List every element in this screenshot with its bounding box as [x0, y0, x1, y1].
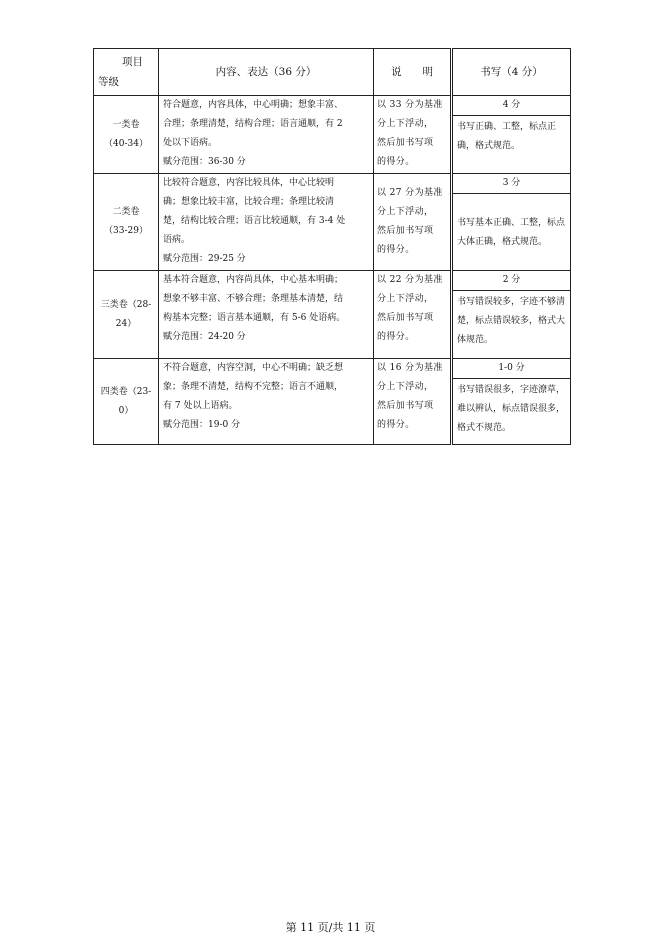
writing-score: 1-0 分: [453, 359, 570, 379]
content-line: 象；条理不清楚，结构不完整；语言不通顺，: [163, 382, 344, 392]
corner-header-cell: [94, 49, 159, 96]
grade-cell: [94, 359, 159, 445]
writing-score: 4 分: [453, 96, 570, 116]
table-row: [94, 359, 571, 445]
note-line: 然后加书写项: [377, 401, 434, 411]
grade-name: 三类卷（28-: [100, 299, 152, 310]
content-cell: [159, 271, 374, 359]
note-cell: [374, 96, 452, 174]
writing-score: 3 分: [453, 174, 570, 194]
note-line: 然后加书写项: [377, 138, 434, 148]
grade-cell: [94, 96, 159, 174]
grade-cell: [94, 271, 159, 359]
writing-desc: 书写基本正确、工整，标点大体正确，格式规范。: [457, 218, 566, 247]
content-line: 符合题意，内容具体，中心明确；想象丰富、: [163, 100, 344, 110]
note-line: 分上下浮动，: [377, 294, 434, 304]
grade-range: （40-34）: [104, 138, 148, 149]
note-line: 分上下浮动，: [377, 119, 434, 129]
header-item: 项目: [122, 56, 143, 68]
grade-cell: [94, 174, 159, 271]
content-line: 基本符合题意，内容尚具体，中心基本明确；: [163, 275, 344, 285]
note-line: 以 16 分为基准: [377, 363, 443, 373]
grade-name: 一类卷: [112, 119, 140, 130]
content-line: 赋分范围：19-0 分: [163, 420, 241, 430]
grade-range: 0）: [118, 405, 134, 416]
writing-score: 2 分: [453, 271, 570, 291]
note-line: 的得分。: [377, 332, 415, 342]
content-line: 合理；条理清楚，结构合理；语言通顺，有 2: [163, 119, 343, 129]
grade-name: 二类卷: [112, 207, 140, 217]
header-writing: 书写（4 分）: [452, 49, 571, 96]
content-line: 比较符合题意，内容比较具体，中心比较明: [163, 178, 335, 188]
writing-cell: [452, 359, 571, 445]
note-line: 以 27 分为基准: [377, 188, 443, 198]
content-line: 语病。: [163, 235, 191, 245]
note-line: 然后加书写项: [377, 226, 434, 236]
note-line: 以 33 分为基准: [377, 100, 443, 110]
note-line: 以 22 分为基准: [377, 275, 443, 285]
note-line: 分上下浮动，: [377, 207, 434, 217]
content-line: 处以下语病。: [163, 138, 218, 148]
note-cell: [374, 359, 452, 445]
note-line: 的得分。: [377, 157, 415, 167]
content-line: 构基本完整；语言基本通顺，有 5-6 处语病。: [163, 313, 346, 323]
grading-table: [93, 48, 571, 445]
content-line: 不符合题意，内容空洞，中心不明确；缺乏想: [163, 363, 344, 373]
note-cell: [374, 174, 452, 271]
header-content: 内容、表达（36 分）: [159, 49, 374, 96]
content-line: 赋分范围：24-20 分: [163, 332, 246, 342]
note-line: 的得分。: [377, 420, 415, 430]
content-cell: [159, 359, 374, 445]
writing-cell: [452, 174, 571, 271]
grade-range: 24）: [115, 318, 137, 329]
content-cell: [159, 174, 374, 271]
writing-desc: 书写错误很多，字迹潦草，难以辨认，标点错误很多，格式不规范。: [457, 385, 566, 433]
note-line: 然后加书写项: [377, 313, 434, 323]
writing-desc: 书写错误较多，字迹不够清楚，标点错误较多，格式大体规范。: [457, 297, 566, 345]
writing-desc: 书写正确、工整，标点正确，格式规范。: [457, 122, 557, 151]
table-row: [94, 96, 571, 174]
header-grade: 等级: [98, 76, 119, 88]
writing-cell: [452, 96, 571, 174]
content-line: 楚，结构比较合理；语言比较通顺，有 3-4 处: [163, 216, 346, 226]
content-line: 赋分范围：29-25 分: [163, 254, 246, 264]
header-row: [94, 49, 571, 96]
content-line: 有 7 处以上语病。: [163, 401, 238, 411]
content-line: 想象不够丰富、不够合理；条理基本清楚，结: [163, 294, 344, 304]
content-line: 赋分范围：36-30 分: [163, 157, 246, 167]
page-footer: 第 11 页/共 11 页: [285, 921, 376, 934]
grade-name: 四类卷（23-: [100, 386, 152, 397]
table-row: [94, 271, 571, 359]
content-line: 确；想象比较丰富，比较合理；条理比较清: [163, 197, 335, 207]
grade-range: （33-29）: [104, 226, 148, 236]
content-cell: [159, 96, 374, 174]
note-line: 的得分。: [377, 245, 415, 255]
writing-cell: [452, 271, 571, 359]
table-row: [94, 174, 571, 271]
note-line: 分上下浮动，: [377, 382, 434, 392]
note-cell: [374, 271, 452, 359]
header-note: 说 明: [374, 49, 452, 96]
